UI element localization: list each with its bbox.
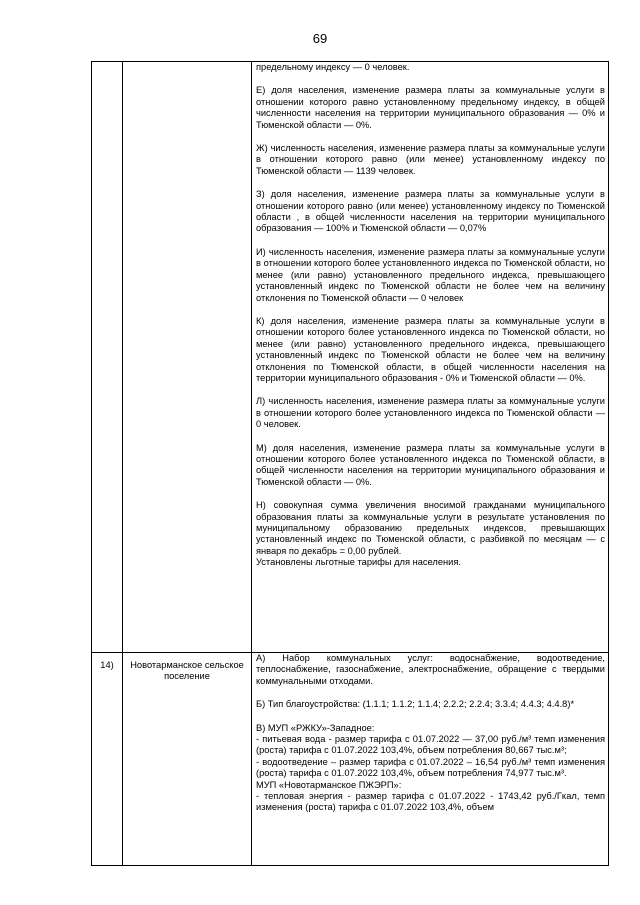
paragraph-k: К) доля населения, изменение размера платы за коммунальные услуги в отношении которого более установленного индекса по Тюменской области, но менее (или равно) установленного предельного индекса, превышающего установленный индекс по Тюменской области не более чем на величину отклонения по Тюменской области, в общей численности населения на территории муниципального образования - 0% и Тюменской области — 0%. xyxy=(256,315,605,383)
paragraph-zh: Ж) численность населения, изменение размера платы за коммунальные услуги в отношении которого равно (или менее) установленному индексу по Тюменской области — 1139 человек. xyxy=(256,143,605,176)
settlement-name-cell xyxy=(123,62,252,653)
sewerage-tariff: - водоотведение – размер тарифа с 01.07.2022 – 16,54 руб./м³ темп изменения (роста) тарифа с 01.07.2022 103,4%, объем потребления 74,977 тыс.м³. xyxy=(256,756,605,779)
heat-energy-tariff: - тепловая энергия - размер тарифа с 01.07.2022 - 1743,42 руб./Гкал, темп изменения (роста) тарифа с 01.07.2022 103,4%, объем xyxy=(256,791,605,813)
paragraph-z: З) доля населения, изменение размера платы за коммунальные услуги в отношении которого равно (или менее) установленному индексу по Тюменской области , в общей численности населения на территории муниципального образования — 100% и Тюменской области — 0,07% xyxy=(256,189,605,234)
table-row xyxy=(92,62,609,653)
improvement-type: Б) Тип благоустройства: (1.1.1; 1.1.2; 1.1.4; 2.2.2; 2.2.4; 3.3.4; 4.4.3; 4.4.8)* xyxy=(256,699,575,710)
row-number: 14) xyxy=(92,653,123,866)
table-row xyxy=(92,653,609,866)
paragraph-n: Н) совокупная сумма увеличения вносимой гражданами муниципального образования платы за коммунальные услуги в результате установления по муниципальному образованию предельных индексов, превышающих установленный индекс по Тюменской области, с разбивкой по месяцам — с января по декабрь = 0,00 рублей. xyxy=(256,500,605,556)
paragraph-d-tail: предельному индексу — 0 человек. xyxy=(256,62,410,72)
utilities-set: А) Набор коммунальных услуг: водоснабжение, водоотведение, теплоснабжение, газоснабжение, электроснабжение, обращение с твердыми коммунальными отходами. xyxy=(256,653,605,686)
page-number: 69 xyxy=(312,31,328,46)
paragraph-m: М) доля населения, изменение размера платы за коммунальные услуги в отношении которого более установленного индекса по Тюменской области, в общей численности населения на территории муниципального образования и Тюменской области — 0%. xyxy=(256,442,605,487)
provider-pzherp-heading: МУП «Новотарманское ПЖЭРП»: xyxy=(256,779,402,790)
paragraph-i: И) численность населения, изменение размера платы за коммунальные услуги в отношении которого более установленного индекса по Тюменской области, но менее (или равно) установленного предельного индекса, превышающего установленный индекс по Тюменской области не более чем на величину отклонения по Тюменской области — 0 человек xyxy=(256,246,605,303)
indicators-cell xyxy=(252,62,609,653)
provider-rzhku-heading: В) МУП «РЖКУ»-Западное: xyxy=(256,722,375,733)
settlement-details-cell xyxy=(252,653,609,866)
settlement-name: Новотарманское сельское поселение xyxy=(123,653,252,866)
drinking-water-tariff: - питьевая вода - размер тарифа с 01.07.2022 — 37,00 руб./м³ темп изменения (роста) тарифа с 01.07.2022 103,4%, объем потребления 80,667 тыс.м³; xyxy=(256,734,605,756)
paragraph-e: Е) доля населения, изменение размера платы за коммунальные услуги в отношении которого равно установленному предельному индексу, в общей численности населения на территории муниципального образования — 0% и Тюменской области — 0%. xyxy=(256,85,605,130)
row-number-cell xyxy=(92,62,123,653)
tariff-table xyxy=(91,61,609,866)
preferential-tariffs-note: Установлены льготные тарифы для населения. xyxy=(256,557,461,568)
paragraph-l: Л) численность населения, изменение размера платы за коммунальные услуги в отношении которого более установленного индекса по Тюменской области — 0 человек. xyxy=(256,396,605,430)
